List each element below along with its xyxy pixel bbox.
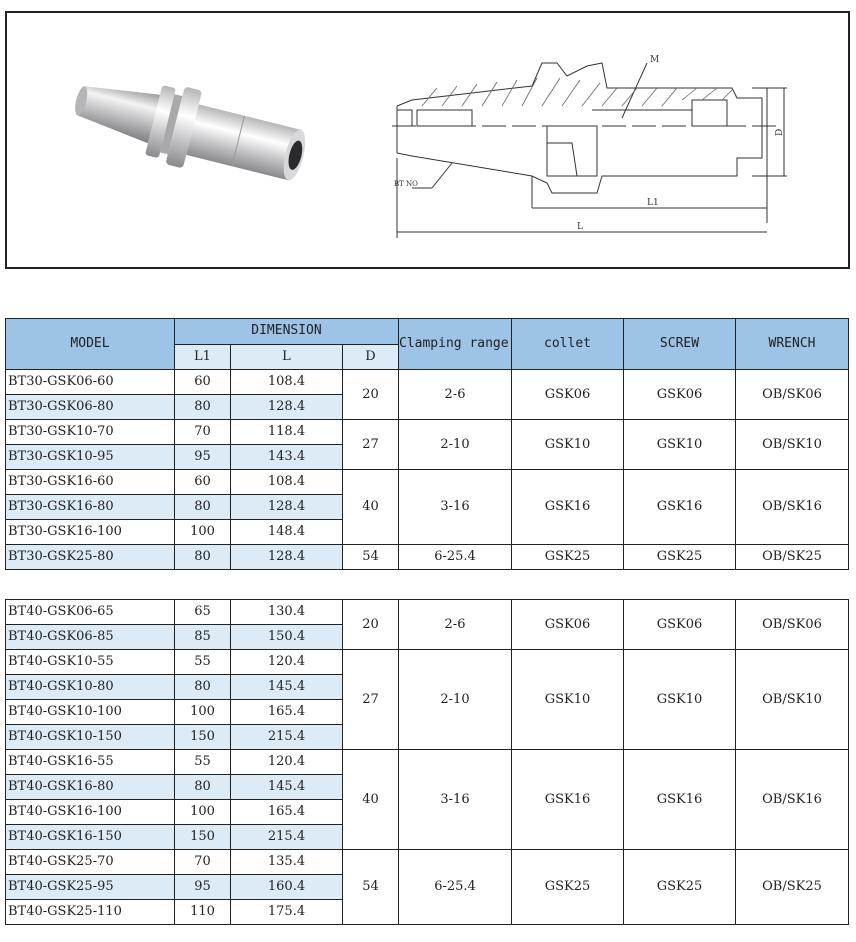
l-cell: 130.4 [231,600,343,625]
d-cell: 20 [343,370,399,420]
wrench-cell: OB/SK16 [736,750,849,850]
l-cell: 215.4 [231,725,343,750]
model-cell: BT30-GSK10-95 [6,445,175,470]
clamping-cell: 3-16 [399,750,512,850]
clamping-cell: 6-25.4 [399,545,512,570]
collet-cell: GSK25 [512,850,624,925]
l1-cell: 110 [175,900,231,925]
d-cell: 40 [343,470,399,545]
collet-cell: GSK16 [512,470,624,545]
wrench-cell: OB/SK25 [736,850,849,925]
screw-cell: GSK06 [624,600,736,650]
spec-table-bt30 [5,318,849,570]
l-cell: 118.4 [231,420,343,445]
model-cell: BT30-GSK25-80 [6,545,175,570]
model-cell: BT40-GSK25-95 [6,875,175,900]
model-cell: BT30-GSK16-80 [6,495,175,520]
tool-holder-photo [67,58,337,208]
model-cell: BT40-GSK16-150 [6,825,175,850]
header-model: MODEL [6,319,175,370]
l1-cell: 60 [175,370,231,395]
l-cell: 108.4 [231,470,343,495]
header-screw: SCREW [624,319,736,370]
model-cell: BT40-GSK16-100 [6,800,175,825]
l-cell: 120.4 [231,750,343,775]
l-cell: 135.4 [231,850,343,875]
l-cell: 165.4 [231,700,343,725]
screw-cell: GSK06 [624,370,736,420]
l-cell: 143.4 [231,445,343,470]
spec-table-bt40 [5,599,849,925]
model-cell: BT30-GSK16-100 [6,520,175,545]
l1-cell: 100 [175,520,231,545]
l1-cell: 55 [175,750,231,775]
wrench-cell: OB/SK16 [736,470,849,545]
model-cell: BT40-GSK16-55 [6,750,175,775]
l-cell: 160.4 [231,875,343,900]
l1-cell: 70 [175,850,231,875]
svg-text:L1: L1 [647,198,659,208]
header-d: D [343,344,399,370]
d-cell: 40 [343,750,399,850]
l-cell: 145.4 [231,775,343,800]
table-row [6,545,849,570]
l1-cell: 95 [175,445,231,470]
l1-cell: 65 [175,600,231,625]
model-cell: BT30-GSK10-70 [6,420,175,445]
collet-cell: GSK10 [512,420,624,470]
screw-cell: GSK10 [624,420,736,470]
model-cell: BT40-GSK25-110 [6,900,175,925]
table-row [6,600,849,625]
screw-cell: GSK16 [624,750,736,850]
l1-cell: 150 [175,725,231,750]
svg-text:D: D [775,128,785,136]
header-clamping-range: Clamping range [399,319,512,370]
model-cell: BT40-GSK25-70 [6,850,175,875]
l1-cell: 55 [175,650,231,675]
header-l1: L1 [175,344,231,370]
model-cell: BT40-GSK06-65 [6,600,175,625]
svg-text:L: L [577,222,583,232]
wrench-cell: OB/SK10 [736,650,849,750]
model-cell: BT30-GSK06-80 [6,395,175,420]
l1-cell: 150 [175,825,231,850]
clamping-cell: 3-16 [399,470,512,545]
l1-cell: 80 [175,545,231,570]
l1-cell: 80 [175,675,231,700]
l1-cell: 85 [175,625,231,650]
wrench-cell: OB/SK25 [736,545,849,570]
screw-cell: GSK16 [624,470,736,545]
table-row [6,420,849,445]
l1-cell: 100 [175,700,231,725]
model-cell: BT40-GSK16-80 [6,775,175,800]
table-row [6,470,849,495]
table-row [6,650,849,675]
model-cell: BT40-GSK10-80 [6,675,175,700]
collet-cell: GSK06 [512,600,624,650]
screw-cell: GSK25 [624,850,736,925]
header-dimension: DIMENSION [175,319,399,345]
clamping-cell: 2-10 [399,650,512,750]
screw-cell: GSK25 [624,545,736,570]
d-cell: 20 [343,600,399,650]
l1-cell: 95 [175,875,231,900]
svg-text:BT NO: BT NO [394,180,418,188]
header-wrench: WRENCH [736,319,849,370]
technical-drawing [392,48,792,248]
model-cell: BT30-GSK16-60 [6,470,175,495]
d-cell: 54 [343,850,399,925]
table-row [6,850,849,875]
l-cell: 175.4 [231,900,343,925]
l-cell: 215.4 [231,825,343,850]
collet-cell: GSK25 [512,545,624,570]
model-cell: BT40-GSK10-55 [6,650,175,675]
l-cell: 108.4 [231,370,343,395]
d-cell: 27 [343,650,399,750]
clamping-cell: 2-10 [399,420,512,470]
model-cell: BT40-GSK10-100 [6,700,175,725]
l1-cell: 80 [175,395,231,420]
l1-cell: 100 [175,800,231,825]
l1-cell: 80 [175,495,231,520]
table-row [6,750,849,775]
l1-cell: 60 [175,470,231,495]
header-collet: collet [512,319,624,370]
l-cell: 145.4 [231,675,343,700]
model-cell: BT40-GSK06-85 [6,625,175,650]
wrench-cell: OB/SK10 [736,420,849,470]
l-cell: 165.4 [231,800,343,825]
clamping-cell: 2-6 [399,600,512,650]
table-row [6,370,849,395]
model-cell: BT40-GSK10-150 [6,725,175,750]
clamping-cell: 2-6 [399,370,512,420]
svg-text:M: M [650,55,660,65]
collet-cell: GSK06 [512,370,624,420]
clamping-cell: 6-25.4 [399,850,512,925]
d-cell: 27 [343,420,399,470]
wrench-cell: OB/SK06 [736,600,849,650]
l-cell: 128.4 [231,495,343,520]
collet-cell: GSK10 [512,650,624,750]
l-cell: 150.4 [231,625,343,650]
header-l: L [231,344,343,370]
d-cell: 54 [343,545,399,570]
l-cell: 120.4 [231,650,343,675]
model-cell: BT30-GSK06-60 [6,370,175,395]
screw-cell: GSK10 [624,650,736,750]
l-cell: 148.4 [231,520,343,545]
collet-cell: GSK16 [512,750,624,850]
l1-cell: 70 [175,420,231,445]
wrench-cell: OB/SK06 [736,370,849,420]
l-cell: 128.4 [231,395,343,420]
product-figure-box [5,11,850,269]
l-cell: 128.4 [231,545,343,570]
l1-cell: 80 [175,775,231,800]
